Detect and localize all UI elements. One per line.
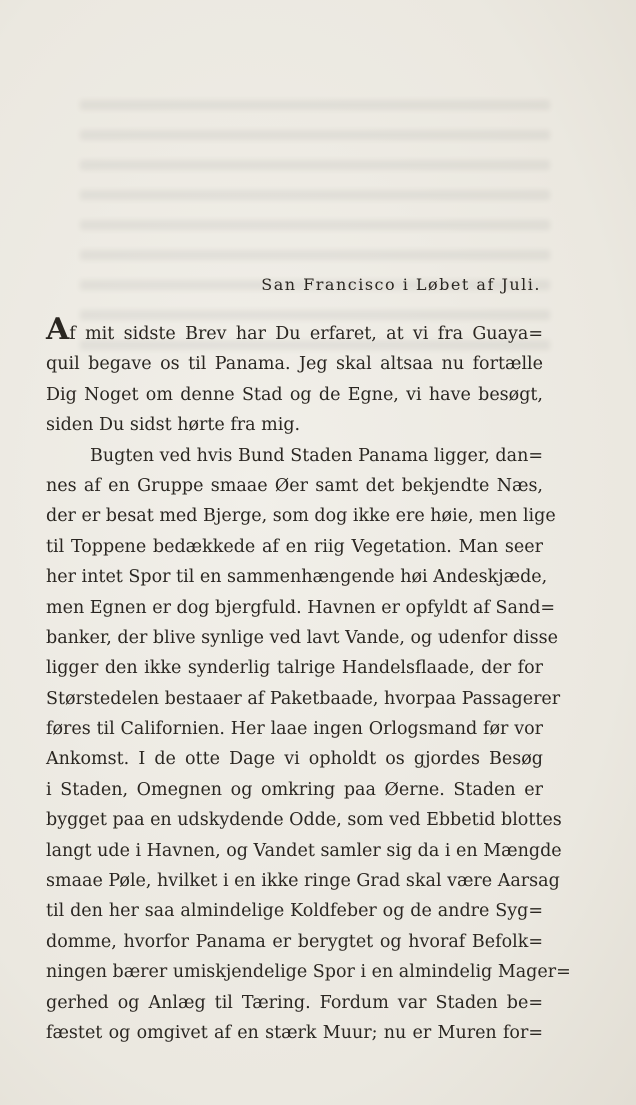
dateline: San Francisco i Løbet af Juli. bbox=[261, 275, 541, 294]
text-line: i Staden, Omegnen og omkring paa Øerne. Staden er bbox=[46, 779, 543, 800]
text-line: føres til Californien. Her laae ingen Orlogsmand før vor bbox=[46, 719, 543, 740]
text-line: gerhed og Anlæg til Tæring. Fordum var Staden be= bbox=[46, 992, 543, 1013]
text-line: her intet Spor til en sammenhængende høi Andeskjæde, bbox=[46, 567, 548, 588]
text-line: men Egnen er dog bjergfuld. Havnen er opfyldt af Sand= bbox=[46, 597, 556, 618]
text-line: ligger den ikke synderlig talrige Handelsflaade, der for bbox=[46, 658, 543, 679]
text-line: langt ude i Havnen, og Vandet samler sig da i en Mængde bbox=[46, 840, 562, 861]
text-line: nes af en Gruppe smaae Øer samt det bekjendte Næs, bbox=[46, 475, 543, 496]
text-line: domme, hvorfor Panama er berygtet og hvoraf Befolk= bbox=[46, 931, 543, 952]
text-line: bygget paa en udskydende Odde, som ved Ebbetid blottes bbox=[46, 810, 562, 831]
text-line: der er besat med Bjerge, som dog ikke ere høie, men lige bbox=[46, 506, 556, 527]
text-line: fæstet og omgivet af en stærk Muur; nu er Muren for= bbox=[46, 1022, 543, 1043]
paragraph bbox=[46, 441, 571, 1049]
text-line: Størstedelen bestaaer af Paketbaade, hvorpaa Passagerer bbox=[46, 688, 561, 709]
text-line: Ankomst. I de otte Dage vi opholdt os gjordes Besøg bbox=[46, 749, 543, 770]
text-line: Bugten ved hvis Bund Staden Panama ligger, dan= bbox=[90, 445, 543, 466]
body-text bbox=[46, 312, 571, 1048]
text-line: til Toppene bedækkede af en riig Vegetation. Man seer bbox=[46, 536, 543, 557]
text-line: ningen bærer umiskjendelige Spor i en almindelig Mager= bbox=[46, 962, 571, 983]
text-line: til den her saa almindelige Koldfeber og de andre Syg= bbox=[46, 901, 543, 922]
text-line bbox=[46, 312, 543, 349]
drop-cap: A bbox=[46, 312, 70, 347]
text-line: Dig Noget om denne Stad og de Egne, vi have besøgt, bbox=[46, 384, 543, 405]
text-line: banker, der blive synlige ved lavt Vande, og udenfor disse bbox=[46, 627, 558, 648]
text-line: quil begave os til Panama. Jeg skal altsaa nu fortælle bbox=[46, 354, 543, 375]
text-line: siden Du sidst hørte fra mig. bbox=[46, 415, 301, 436]
text-line: smaae Pøle, hvilket i en ikke ringe Grad skal være Aarsag bbox=[46, 871, 560, 892]
line-text: f mit sidste Brev har Du erfaret, at vi fra Guaya= bbox=[69, 324, 543, 344]
